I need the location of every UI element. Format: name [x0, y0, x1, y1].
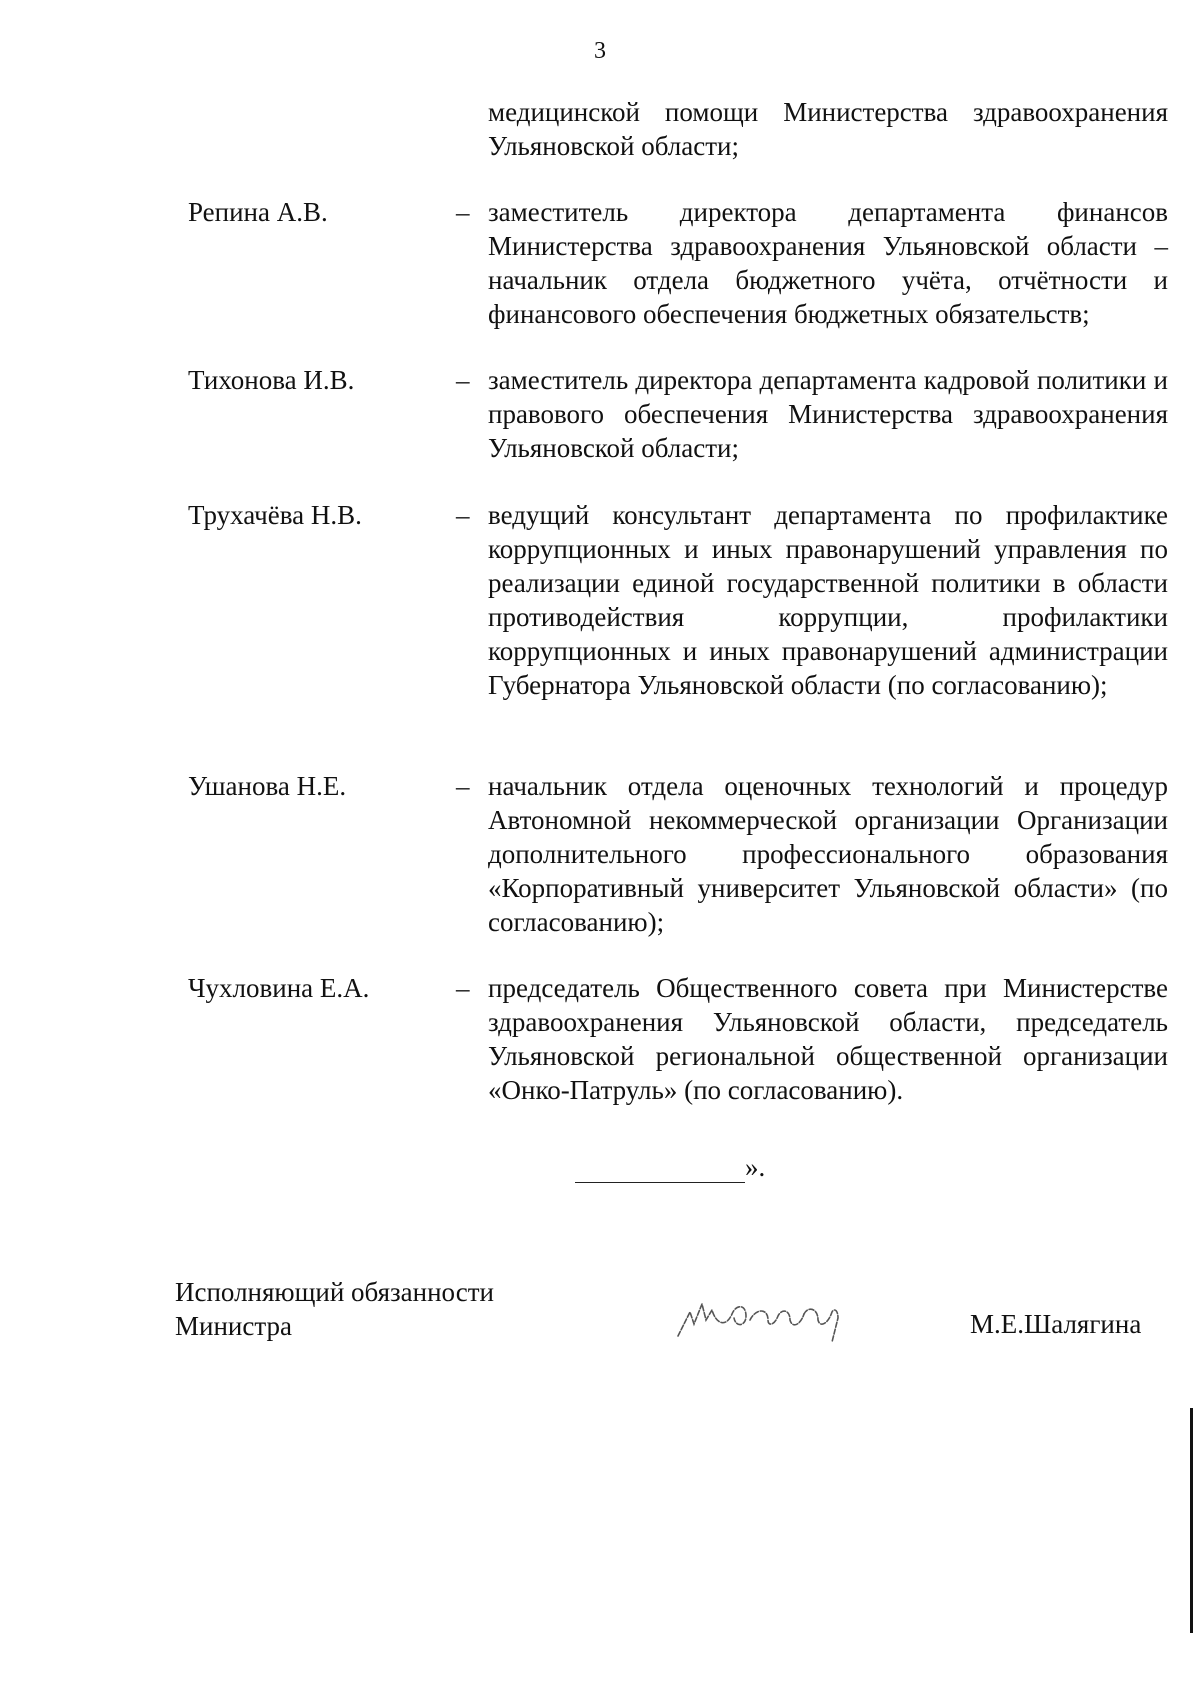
signature-position	[175, 1275, 494, 1343]
member-role: начальник отдела оценочных технологий и процедур Автономной некоммерческой организации Организации дополнительного профессионального образования «Корпоративный университет Ульяновской области» (по согласованию);	[488, 771, 1168, 937]
member-name: Трухачёва Н.В.	[188, 500, 362, 530]
closing-blank	[575, 1154, 745, 1183]
member-dash: –	[456, 365, 470, 395]
member-name: Ушанова Н.Е.	[188, 771, 347, 801]
member-name: Чухловина Е.А.	[188, 973, 370, 1003]
member-name: Тихонова И.В.	[188, 365, 355, 395]
signer-name: М.Е.Шалягина	[970, 1309, 1142, 1339]
position-line-2: Министра	[175, 1311, 292, 1341]
member-role: ведущий консультант департамента по профилактике коррупционных и иных правонарушений управления по реализации единой государственной политики в области противодействия коррупции, профилактики коррупционных и иных правонарушений администрации Губернатора Ульяновской области (по согласованию);	[488, 500, 1168, 700]
member-dash: –	[456, 771, 470, 801]
member-role: заместитель директора департамента финансов Министерства здравоохранения Ульяновской области – начальник отдела бюджетного учёта, отчётности и финансового обеспечения бюджетных обязательств;	[488, 197, 1168, 329]
member-role: заместитель директора департамента кадровой политики и правового обеспечения Министерства здравоохранения Ульяновской области;	[488, 365, 1168, 463]
member-dash: –	[456, 500, 470, 530]
page-number: 3	[594, 38, 606, 64]
intro-text: медицинской помощи Министерства здравоохранения Ульяновской области;	[488, 97, 1168, 161]
handwritten-signature-icon	[672, 1290, 862, 1350]
member-role: председатель Общественного совета при Министерстве здравоохранения Ульяновской области, председатель Ульяновской региональной общественной организации «Онко-Патруль» (по согласованию).	[488, 973, 1168, 1105]
member-dash: –	[456, 973, 470, 1003]
member-dash: –	[456, 197, 470, 227]
closing-quote: ».	[745, 1152, 766, 1182]
scan-edge-line	[1190, 1408, 1193, 1633]
closing-line	[575, 1152, 765, 1183]
position-line-1: Исполняющий обязанности	[175, 1277, 494, 1307]
member-name: Репина А.В.	[188, 197, 328, 227]
